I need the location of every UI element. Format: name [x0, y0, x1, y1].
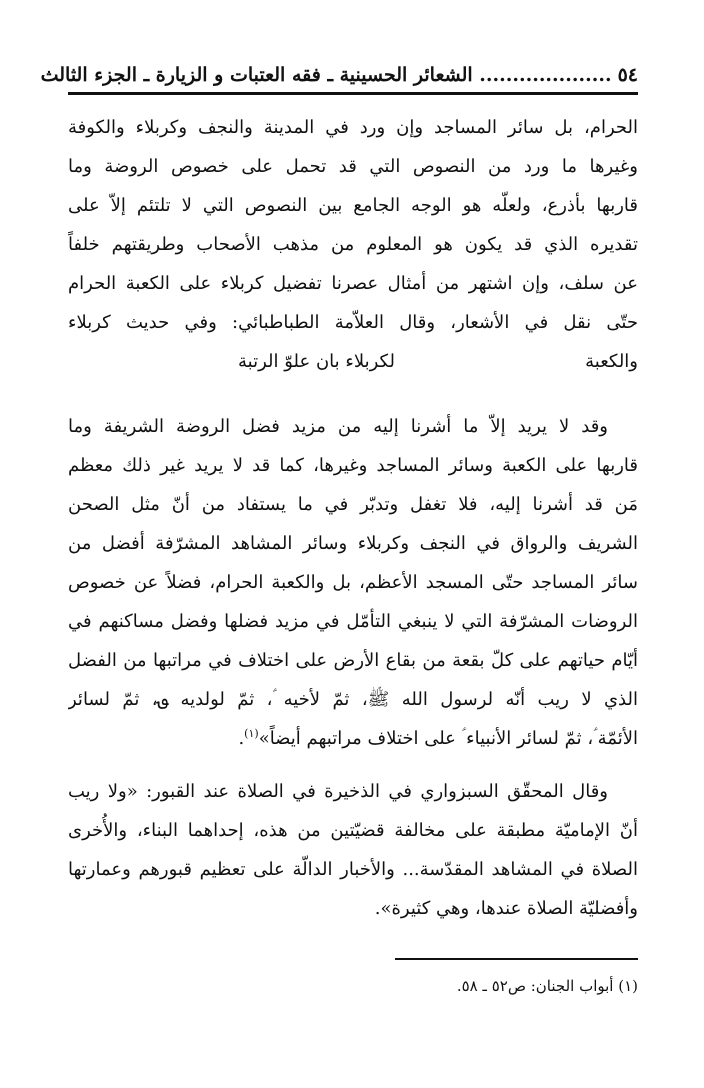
text-line: الحرام، بل سائر المساجد وإن ورد في المدينة والنجف وكربلاء والكوفة [68, 117, 638, 138]
poem-hemistich-left: لكربلاء بان علوّ الرتبة [238, 351, 395, 372]
text-line: الذي لا ريب أنّه لرسول الله ﷺ، ثمّ لأخيه ؑ، ثمّ لولديه ؈، ثمّ لسائر [68, 689, 638, 710]
text-line-last [68, 719, 638, 758]
text-line: أيّام حياتهم على كلّ بقعة من بقاع الأرض على اختلاف في مراتبها من الفضل [68, 650, 638, 671]
text-line: قاربها على الكعبة وسائر المساجد وغيرها، كما قد لا يريد غير ذلك معظم [68, 455, 638, 476]
header-dots: .................... [479, 64, 612, 86]
running-header [40, 60, 638, 90]
text-line: سائر المساجد حتّى المسجد الأعظم، بل والكعبة الحرام، فضلاً عن خصوص [68, 572, 638, 593]
text-line: الصلاة في المشاهد المقدّسة... والأخبار الدالّة على تعظيم قبورهم وعمارتها [68, 859, 638, 880]
text-line: عن سلف، وإن اشتهر من أمثال عصرنا تفضيل كربلاء على الكعبة الحرام [68, 273, 638, 294]
footnote: (١) أبواب الجنان: ص٥٢ ـ ٥٨. [456, 977, 638, 995]
text-line: مَن قد أشرنا إليه، فلا تغفل وتدبّر في ما يستفاد من أنّ مثل الصحن [68, 494, 638, 515]
text-line: قاربها بأذرع، ولعلّه هو الوجه الجامع بين النصوص التي لا تلتئم إلاّ على [68, 195, 638, 216]
text-line: وغيرها ما ورد من النصوص التي قد تحمل على خصوص الروضة وما [68, 156, 638, 177]
page-number: ٥٤ [617, 64, 638, 86]
header-rule [68, 92, 638, 95]
text-line: الشريف والرواق في النجف وكربلاء وسائر المشاهد المشرّفة أفضل من [68, 533, 638, 554]
text-fragment: . [238, 728, 245, 749]
footnote-rule [395, 958, 638, 960]
poem-verse [68, 342, 638, 381]
text-line: وقال المحقّق السبزواري في الذخيرة في الصلاة عند القبور: «ولا ريب [68, 781, 608, 802]
text-line: أنّ الإماميّة مطبقة على مخالفة قضيّتين من هذه، إحداهما البناء، والأُخرى [68, 820, 638, 841]
text-line: وأفضليّة الصلاة عندها، وهي كثيرة». [374, 898, 638, 919]
book-title: الشعائر الحسينية ـ فقه العتبات و الزيارة ـ الجزء الثالث [40, 64, 473, 86]
poem-hemistich-right: والكعبة [585, 351, 638, 372]
page-body [68, 108, 638, 928]
text-line: حتّى نقل في الأشعار، وقال العلاّمة الطباطبائي: وفي حديث كربلاء [68, 312, 638, 333]
footnote-reference[interactable]: (١) [244, 727, 259, 740]
text-line: وقد لا يريد إلاّ ما أشرنا إليه من مزيد فضل الروضة الشريفة وما [68, 416, 608, 437]
text-line: تقديره الذي قد يكون هو المعلوم من مذهب الأصحاب وطريقتهم خلفاً [68, 234, 638, 255]
text-fragment: الأئمّة ؑ، ثمّ لسائر الأنبياء ؑ على اختلاف مراتبهم أيضاً» [258, 728, 638, 749]
text-line: الروضات المشرّفة التي لا ينبغي التأمّل في مزيد فضلها وفضل مساكنهم في [68, 611, 638, 632]
